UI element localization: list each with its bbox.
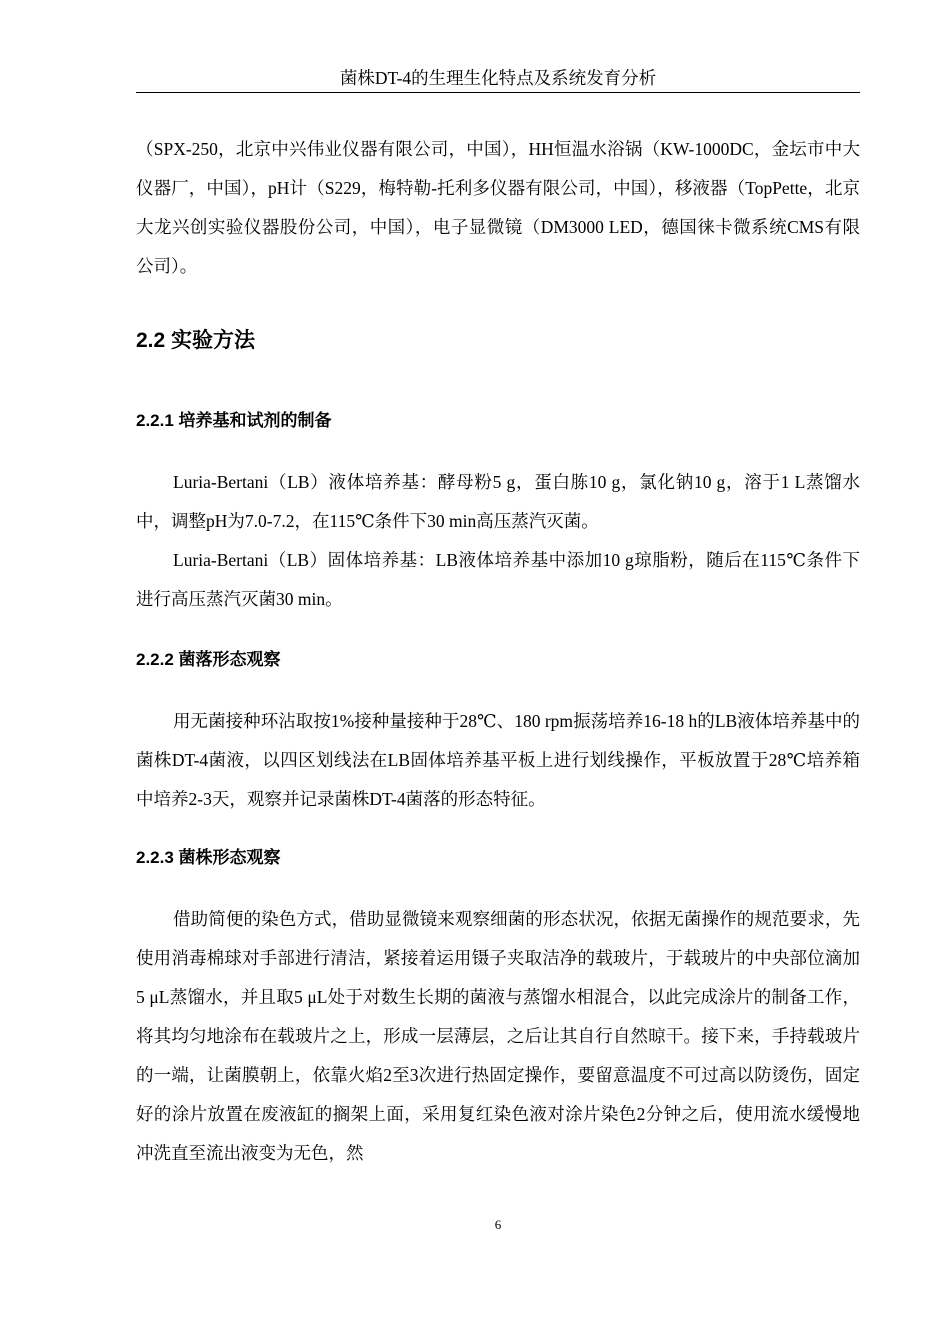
header-rule bbox=[136, 92, 860, 93]
subsection-heading-2-2-3: 2.2.3 菌株形态观察 bbox=[136, 848, 281, 867]
subsection-heading-2-2-1: 2.2.1 培养基和试剂的制备 bbox=[136, 411, 332, 430]
equipment-paragraph: （SPX-250，北京中兴伟业仪器有限公司，中国），HH恒温水浴锅（KW-1000DC，金坛市中大仪器厂，中国），pH计（S229，梅特勒-托利多仪器有限公司，中国），移液器（TopPette，北京大龙兴创实验仪器股份公司，中国），电子显微镜（DM3000 LED，德国徕卡微系统CMS有限公司）。 bbox=[136, 139, 860, 276]
running-header: 菌株DT-4的生理生化特点及系统发育分析 bbox=[339, 68, 657, 88]
section-heading-2-2: 2.2 实验方法 bbox=[136, 329, 256, 352]
lb-liquid-medium-paragraph: Luria-Bertani（LB）液体培养基：酵母粉5 g，蛋白胨10 g，氯化钠10 g，溶于1 L蒸馏水中，调整pH为7.0-7.2，在115℃条件下30 min高压蒸汽灭菌。 bbox=[136, 472, 860, 531]
subsection-heading-2-2-2: 2.2.2 菌落形态观察 bbox=[136, 650, 281, 669]
lb-solid-medium-paragraph: Luria-Bertani（LB）固体培养基：LB液体培养基中添加10 g琼脂粉，随后在115℃条件下进行高压蒸汽灭菌30 min。 bbox=[136, 550, 860, 609]
colony-morphology-paragraph: 用无菌接种环沾取按1%接种量接种于28℃、180 rpm振荡培养16-18 h的LB液体培养基中的菌株DT-4菌液，以四区划线法在LB固体培养基平板上进行划线操作，平板放置于28℃培养箱中培养2-3天，观察并记录菌株DT-4菌落的形态特征。 bbox=[136, 711, 860, 809]
page-number: 6 bbox=[494, 1217, 502, 1232]
cell-morphology-paragraph: 借助简便的染色方式，借助显微镜来观察细菌的形态状况，依据无菌操作的规范要求，先使用消毒棉球对手部进行清洁，紧接着运用镊子夹取洁净的载玻片，于载玻片的中央部位滴加5 μL蒸馏水，并且取5 μL处于对数生长期的菌液与蒸馏水相混合，以此完成涂片的制备工作，将其均匀地涂布在载玻片之上，形成一层薄层，之后让其自行自然晾干。接下来，手持载玻片的一端，让菌膜朝上，依靠火焰2至3次进行热固定操作，要留意温度不可过高以防烫伤，固定好的涂片放置在废液缸的搁架上面，采用复红染色液对涂片染色2分钟之后，使用流水缓慢地冲洗直至流出液变为无色，然 bbox=[136, 909, 860, 1163]
